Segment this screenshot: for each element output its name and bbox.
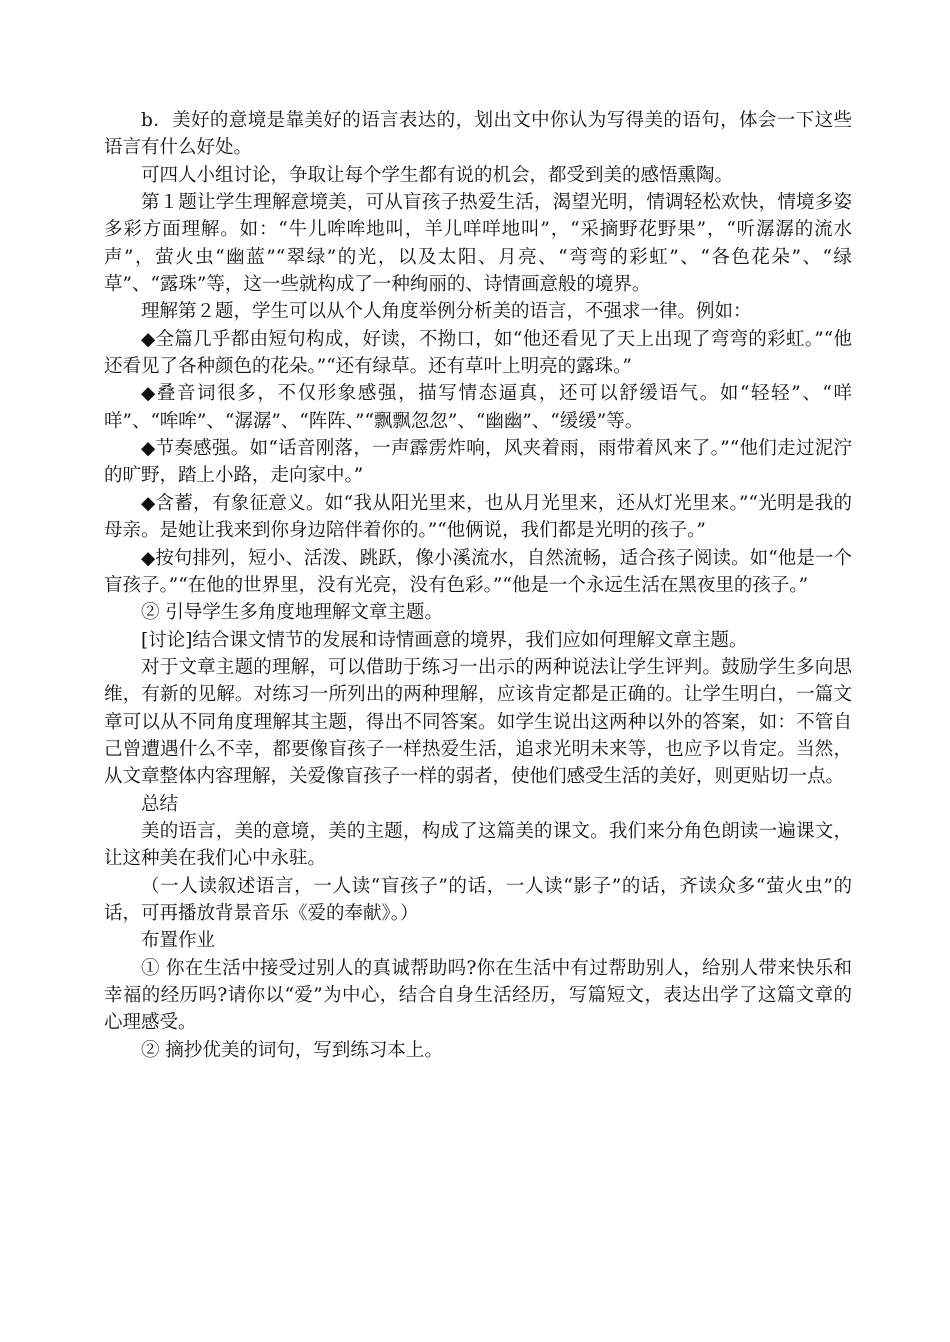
bullet-short-sentences: ◆全篇几乎都由短句构成，好读，不拗口，如“他还看见了天上出现了弯弯的彩虹。”“他还看见了各种颜色的花朵。”“还有绿草。还有草叶上明亮的露珠。” — [104, 328, 852, 378]
paragraph-discussion: [讨论]结合课文情节的发展和诗情画意的境界，我们应如何理解文章主题。 — [141, 629, 748, 651]
homework-item-2: ② 摘抄优美的词句，写到练习本上。 — [141, 1039, 443, 1061]
bullet-reduplicated-words: ◆叠音词很多，不仅形象感强，描写情态逼真，还可以舒缓语气。如“轻轻”、“咩咩”、“哞哞”、“潺潺”、“阵阵、”“飘飘忽忽”、“幽幽”、“缓缓”等。 — [104, 383, 852, 432]
paragraph-theme-understanding: 对于文章主题的理解，可以借助于练习一出示的两种说法让学生评判。鼓励学生多向思维，有新的见解。对练习一所列出的两种理解，应该肯定都是正确的。让学生明白，一篇文章可以从不同角度理解其主题，得出不同答案。如学生说出这两种以外的答案，如：不管自己曾遭遇什么不幸，都要像盲孩子一样热爱生活，追求光明未来等，也应予以肯定。当然，从文章整体内容理解，关爱像盲孩子一样的弱者，使他们感受生活的美好，则更贴切一点。 — [104, 656, 852, 788]
document-page — [104, 107, 852, 1064]
paragraph-theme-guidance: ② 引导学生多角度地理解文章主题。 — [141, 602, 443, 624]
bullet-rhythm: ◆节奏感强。如“话音刚落，一声霹雳炸响，风夹着雨，雨带着风来了。”“他们走过泥泞的旷野，踏上小路，走向家中。” — [104, 438, 852, 487]
paragraph-summary: 美的语言，美的意境，美的主题，构成了这篇美的课文。我们来分角色朗读一遍课文，让这种美在我们心中永驻。 — [104, 820, 852, 870]
homework-item-1: ① 你在生活中接受过别人的真诚帮助吗?你在生活中有过帮助别人，给别人带来快乐和幸福的经历吗?请你以“爱”为中心，结合自身生活经历，写篇短文，表达出学了这篇文章的心理感受。 — [104, 957, 852, 1034]
paragraph-question-1: 第１题让学生理解意境美，可从盲孩子热爱生活，渴望光明，情调轻松欢快，情境多姿多彩方面理解。如：“牛儿哞哞地叫，羊儿咩咩地叫”，“采摘野花野果”，“听潺潺的流水声”，萤火虫“幽蓝”“翠绿”的光，以及太阳、月亮、“弯弯的彩虹”、“各色花朵”、“绿草”、“露珠”等，这一些就构成了一种绚丽的、诗情画意般的境界。 — [104, 192, 852, 296]
bullet-symbolism: ◆含蓄，有象征意义。如“我从阳光里来，也从月光里来，还从灯光里来。”“光明是我的母亲。是她让我来到你身边陪伴着你的。”“他俩说，我们都是光明的孩子。” — [104, 492, 852, 542]
heading-summary: 总结 — [141, 793, 179, 815]
paragraph-question-2: 理解第２题，学生可以从个人角度举例分析美的语言，不强求一律。例如： — [141, 301, 752, 323]
paragraph-group-discussion: 可四人小组讨论，争取让每个学生都有说的机会，都受到美的感悟熏陶。 — [141, 164, 734, 186]
bullet-line-arrangement: ◆按句排列，短小、活泼、跳跃，像小溪流水，自然流畅，适合孩子阅读。如“他是一个盲孩子。”“在他的世界里，没有光亮，没有色彩。”“他是一个永远生活在黑夜里的孩子。” — [104, 547, 852, 596]
paragraph-reading-roles: （一人读叙述语言，一人读“盲孩子”的话，一人读“影子”的话，齐读众多“萤火虫”的话，可再播放背景音乐《爱的奉献》。） — [104, 875, 852, 924]
heading-homework: 布置作业 — [141, 930, 216, 952]
paragraph-prompt-b: b．美好的意境是靠美好的语言表达的，划出文中你认为写得美的语句，体会一下这些语言有什么好处。 — [104, 110, 852, 159]
